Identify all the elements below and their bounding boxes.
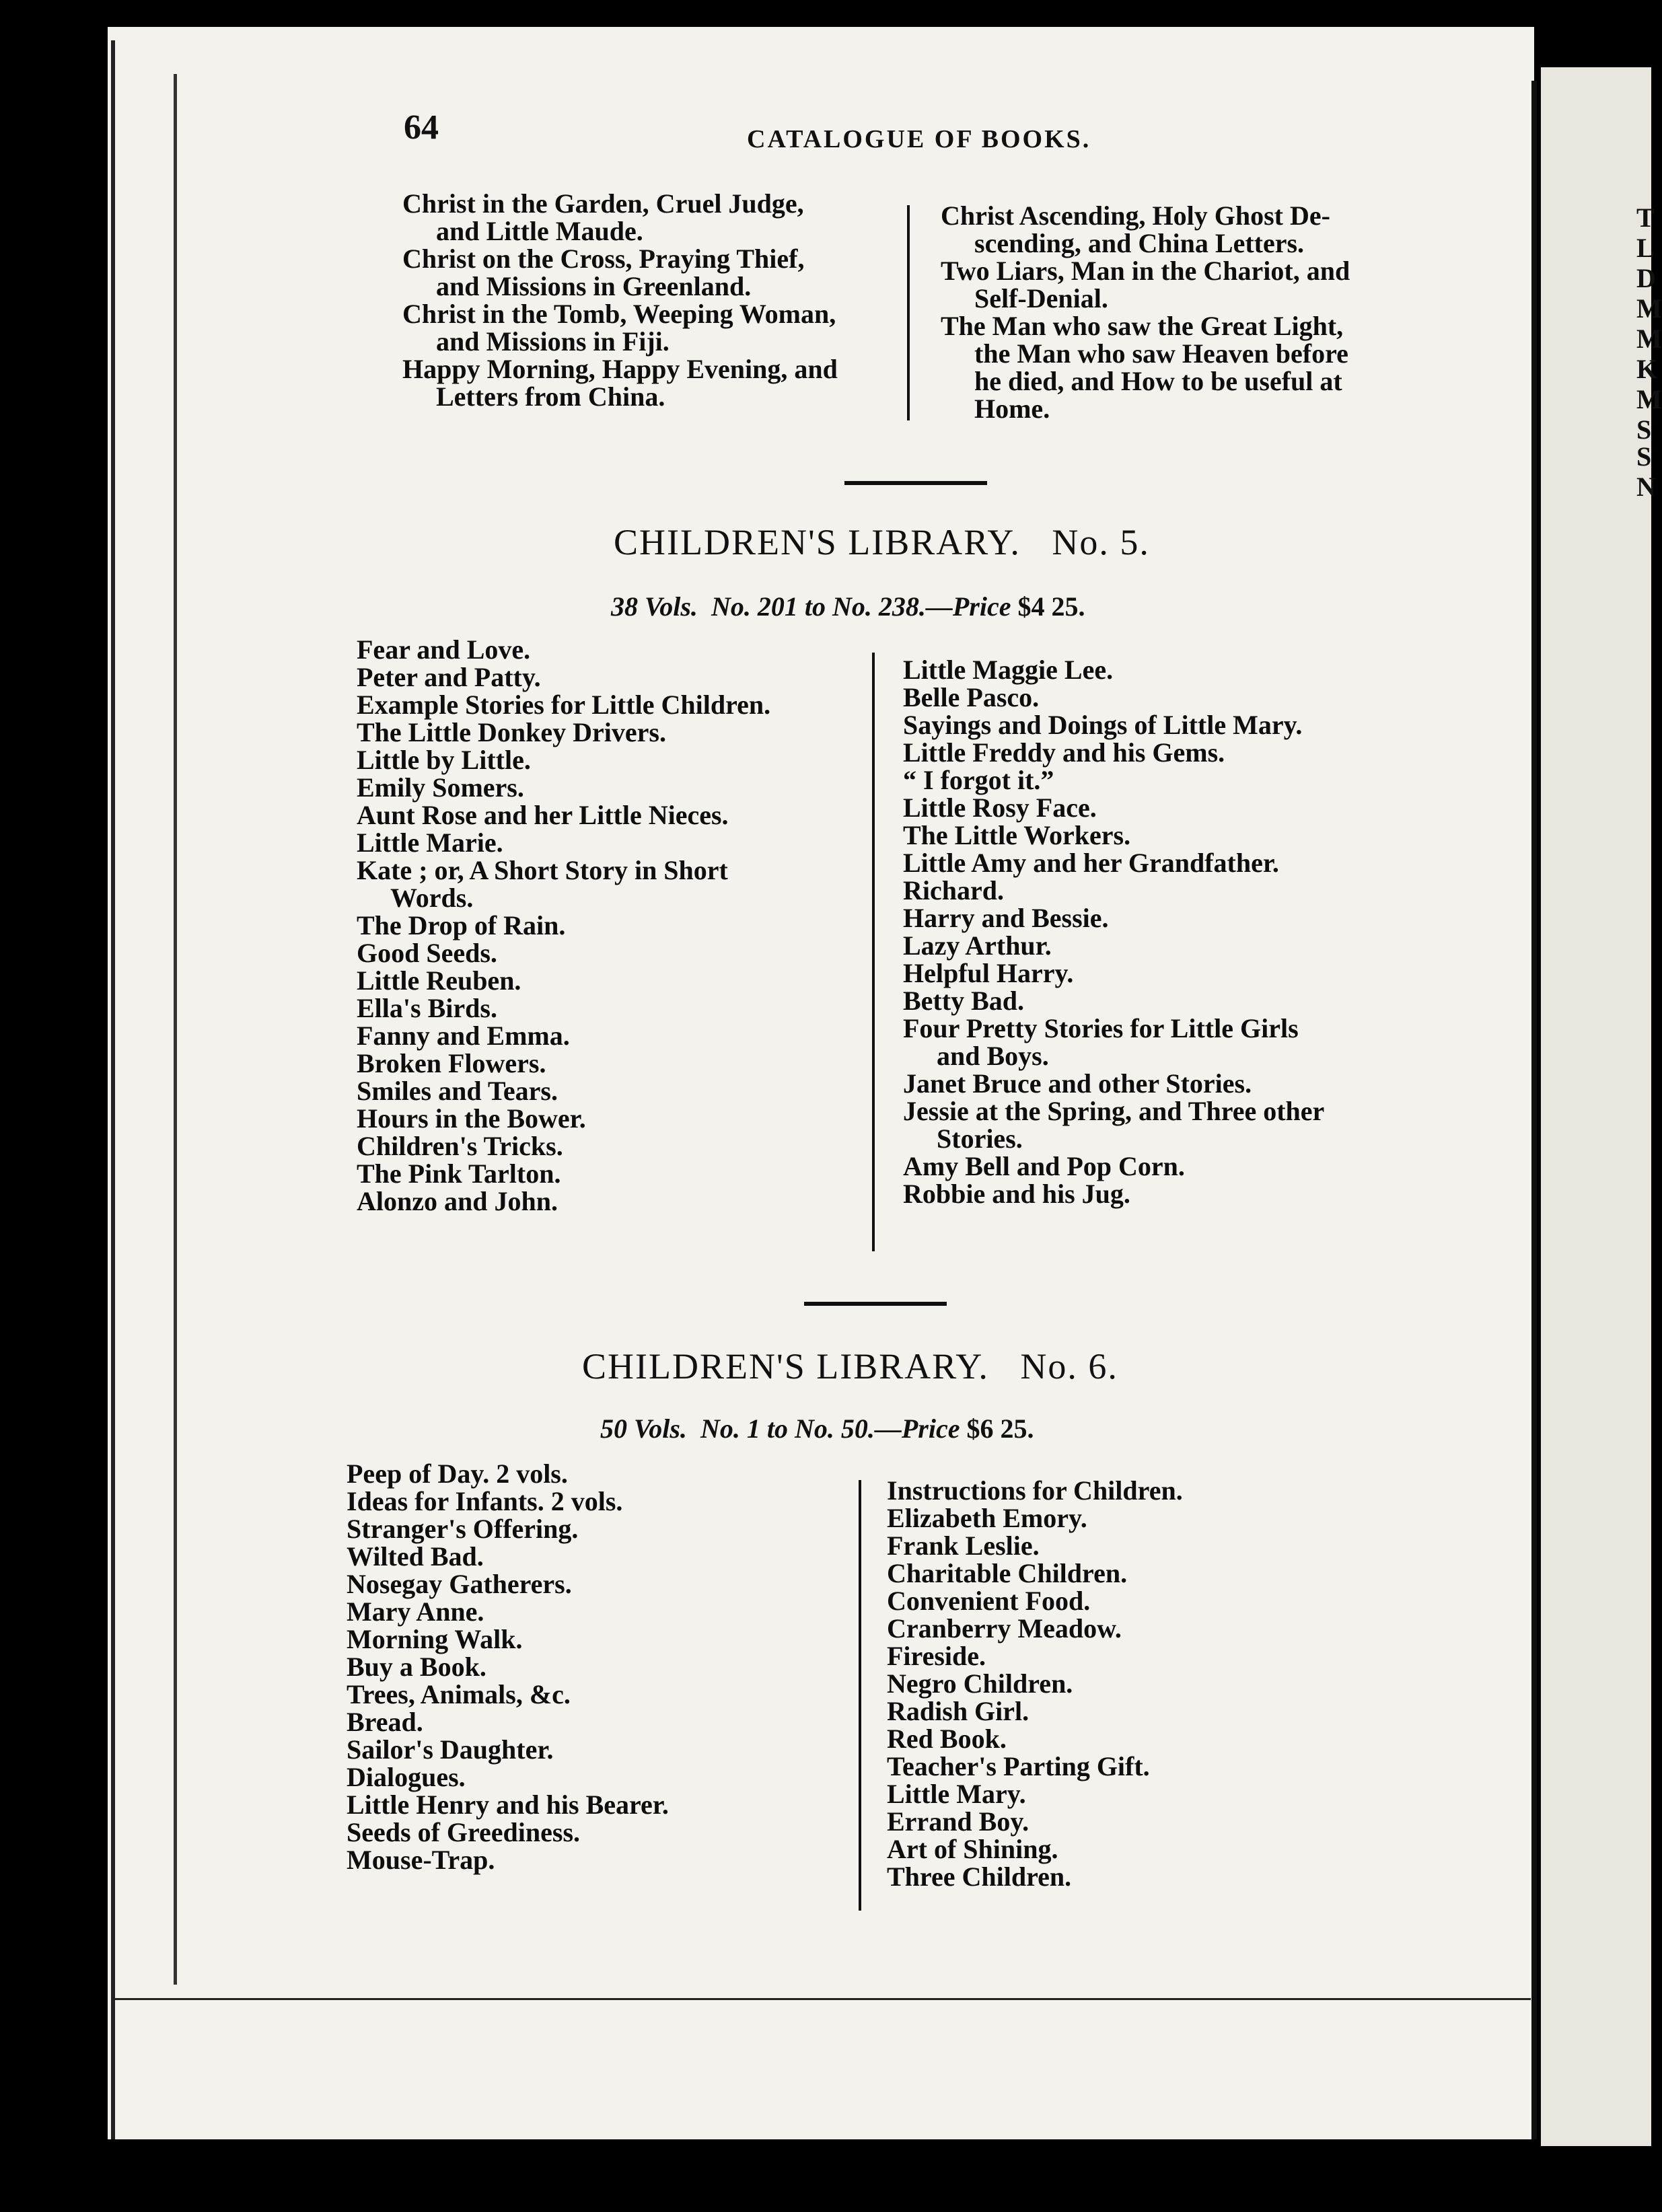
facing-page-letter: M	[1636, 384, 1662, 414]
running-header: CATALOGUE OF BOOKS.	[747, 125, 1091, 153]
book-title: Little Reuben.	[357, 965, 521, 996]
catalogue-entry: The Man who saw the Great Light,	[941, 311, 1344, 341]
book-title: Robbie and his Jug.	[903, 1179, 1130, 1209]
book-title: Red Book.	[887, 1724, 1007, 1754]
library6-subtitle	[600, 1413, 1034, 1444]
facing-page-letter: T	[1636, 202, 1655, 233]
book-title: Little Marie.	[357, 827, 503, 858]
scan-bottom-border	[0, 2146, 1651, 2212]
section-rule	[804, 1302, 947, 1306]
facing-page-letter: D	[1636, 263, 1656, 293]
catalogue-entry: Christ in the Garden, Cruel Judge,	[402, 188, 804, 219]
book-title: The Pink Tarlton.	[357, 1158, 561, 1189]
book-title: Stranger's Offering.	[347, 1514, 579, 1544]
catalogue-entry-continuation: scending, and China Letters.	[974, 228, 1305, 258]
page-edge-inner	[174, 74, 177, 1985]
catalogue-entry: Christ Ascending, Holy Ghost De-	[941, 200, 1330, 231]
book-title: Buy a Book.	[347, 1652, 486, 1682]
book-title-continuation: Words.	[390, 883, 474, 913]
catalogue-entry: Christ on the Cross, Praying Thief,	[402, 244, 805, 274]
gutter-line	[1531, 81, 1537, 2139]
book-title: Morning Walk.	[347, 1624, 523, 1654]
column-divider	[859, 1480, 861, 1911]
book-title: Instructions for Children.	[887, 1475, 1183, 1506]
library5-price: $4 25.	[1017, 591, 1085, 622]
book-title: “ I forgot it.”	[903, 765, 1054, 795]
book-title: Little Henry and his Bearer.	[347, 1790, 669, 1820]
book-title: Elizabeth Emory.	[887, 1503, 1087, 1533]
library6-vols: 50 Vols.	[600, 1413, 687, 1444]
book-title: Three Children.	[887, 1861, 1072, 1892]
book-title: Hours in the Bower.	[357, 1103, 586, 1134]
catalogue-entry-continuation: he died, and How to be useful at	[974, 366, 1342, 396]
facing-page-letter: M	[1636, 293, 1662, 324]
facing-page-strip	[1541, 67, 1651, 2153]
book-title: Harry and Bessie.	[903, 903, 1109, 933]
column-divider	[872, 653, 875, 1251]
book-title: Little Freddy and his Gems.	[903, 737, 1225, 768]
book-title: Emily Somers.	[357, 772, 524, 803]
catalogue-entry-continuation: and Missions in Greenland.	[436, 271, 752, 301]
book-title: Fanny and Emma.	[357, 1021, 570, 1051]
book-title: Little Maggie Lee.	[903, 655, 1114, 685]
facing-page-letter: M	[1636, 324, 1662, 354]
book-title: Art of Shining.	[887, 1834, 1058, 1864]
book-title: Good Seeds.	[357, 938, 497, 968]
book-title: Betty Bad.	[903, 986, 1024, 1016]
catalogue-entry: Happy Morning, Happy Evening, and	[402, 354, 838, 384]
book-title: Trees, Animals, &c.	[347, 1679, 571, 1709]
library5-subtitle	[611, 591, 1085, 622]
book-title: Richard.	[903, 875, 1004, 906]
book-title: Janet Bruce and other Stories.	[903, 1068, 1252, 1099]
library6-price-label: —Price	[874, 1413, 960, 1444]
catalogue-entry-continuation: and Little Maude.	[436, 216, 643, 246]
facing-page-letter: L	[1636, 233, 1655, 263]
facing-page-letter: K	[1636, 354, 1658, 384]
book-title: Children's Tricks.	[357, 1131, 563, 1161]
book-title: Teacher's Parting Gift.	[887, 1751, 1150, 1781]
book-title: Peter and Patty.	[357, 662, 541, 692]
book-title: Frank Leslie.	[887, 1531, 1040, 1561]
book-title: Sailor's Daughter.	[347, 1734, 554, 1765]
book-title: Little by Little.	[357, 745, 531, 775]
book-title: Errand Boy.	[887, 1806, 1029, 1837]
library5-price-label: —Price	[925, 591, 1011, 622]
book-title: Convenient Food.	[887, 1586, 1091, 1616]
catalogue-entry-continuation: the Man who saw Heaven before	[974, 338, 1348, 369]
top-right-list	[941, 202, 1439, 422]
facing-page-letter: S	[1636, 414, 1652, 445]
book-title: Broken Flowers.	[357, 1048, 546, 1078]
facing-page-letter: N	[1636, 472, 1656, 502]
book-title: Ella's Birds.	[357, 993, 497, 1023]
book-title: Amy Bell and Pop Corn.	[903, 1151, 1185, 1181]
bottom-rule	[111, 1998, 1531, 2000]
book-title: Dialogues.	[347, 1762, 466, 1792]
book-title: Alonzo and John.	[357, 1186, 558, 1216]
book-title-continuation: and Boys.	[937, 1041, 1049, 1071]
book-title: Radish Girl.	[887, 1696, 1029, 1726]
book-title: Nosegay Gatherers.	[347, 1569, 572, 1599]
book-title: Negro Children.	[887, 1668, 1073, 1699]
book-title: The Drop of Rain.	[357, 910, 566, 941]
library6-range: No. 1 to No. 50.	[700, 1413, 875, 1444]
library5-right-list	[903, 656, 1441, 1208]
book-title: Cranberry Meadow.	[887, 1613, 1122, 1644]
book-title: Helpful Harry.	[903, 958, 1074, 988]
book-title: Little Rosy Face.	[903, 792, 1097, 823]
book-title: Smiles and Tears.	[357, 1076, 558, 1106]
book-title: Seeds of Greediness.	[347, 1817, 581, 1847]
library5-vols: 38 Vols.	[611, 591, 698, 622]
library6-price: $6 25.	[966, 1413, 1034, 1444]
book-title: Mary Anne.	[347, 1596, 484, 1627]
book-title-continuation: Stories.	[937, 1123, 1023, 1154]
library5-title: CHILDREN'S LIBRARY. No. 5.	[614, 522, 1150, 562]
library5-left-list	[357, 636, 881, 1215]
book-title: Lazy Arthur.	[903, 930, 1052, 961]
top-left-list	[402, 190, 894, 410]
catalogue-entry-continuation: and Missions in Fiji.	[436, 326, 670, 357]
book-title: Fear and Love.	[357, 634, 531, 665]
book-title: Four Pretty Stories for Little Girls	[903, 1013, 1299, 1043]
book-title: Aunt Rose and her Little Nieces.	[357, 800, 729, 830]
book-title: Charitable Children.	[887, 1558, 1128, 1588]
book-title: Ideas for Infants. 2 vols.	[347, 1486, 623, 1516]
library5-range: No. 201 to No. 238.	[711, 591, 926, 622]
book-title: Bread.	[347, 1707, 423, 1737]
book-title: Jessie at the Spring, and Three other	[903, 1096, 1325, 1126]
catalogue-entry-continuation: Letters from China.	[436, 381, 665, 412]
page-number: 64	[404, 108, 439, 147]
page-edge-left	[111, 40, 115, 2139]
column-divider	[907, 205, 910, 420]
book-title: Little Mary.	[887, 1779, 1026, 1809]
library6-left-list	[347, 1460, 871, 1874]
book-title: Belle Pasco.	[903, 682, 1040, 712]
book-title: Example Stories for Little Children.	[357, 690, 771, 720]
library6-right-list	[887, 1477, 1439, 1890]
book-title: Fireside.	[887, 1641, 986, 1671]
section-rule	[844, 481, 987, 485]
facing-page-letter: S	[1636, 441, 1652, 472]
book-title: The Little Donkey Drivers.	[357, 717, 666, 747]
catalogue-entry: Two Liars, Man in the Chariot, and	[941, 256, 1350, 286]
book-title: Kate ; or, A Short Story in Short	[357, 855, 728, 885]
book-title: The Little Workers.	[903, 820, 1131, 850]
book-title: Sayings and Doings of Little Mary.	[903, 710, 1303, 740]
book-title: Peep of Day. 2 vols.	[347, 1459, 568, 1489]
book-title: Wilted Bad.	[347, 1541, 484, 1572]
book-title: Little Amy and her Grandfather.	[903, 848, 1279, 878]
catalogue-entry-continuation: Self-Denial.	[974, 283, 1108, 314]
book-title: Mouse-Trap.	[347, 1845, 495, 1875]
catalogue-entry: Christ in the Tomb, Weeping Woman,	[402, 299, 836, 329]
library6-title: CHILDREN'S LIBRARY. No. 6.	[582, 1346, 1118, 1387]
catalogue-entry-continuation: Home.	[974, 394, 1050, 424]
